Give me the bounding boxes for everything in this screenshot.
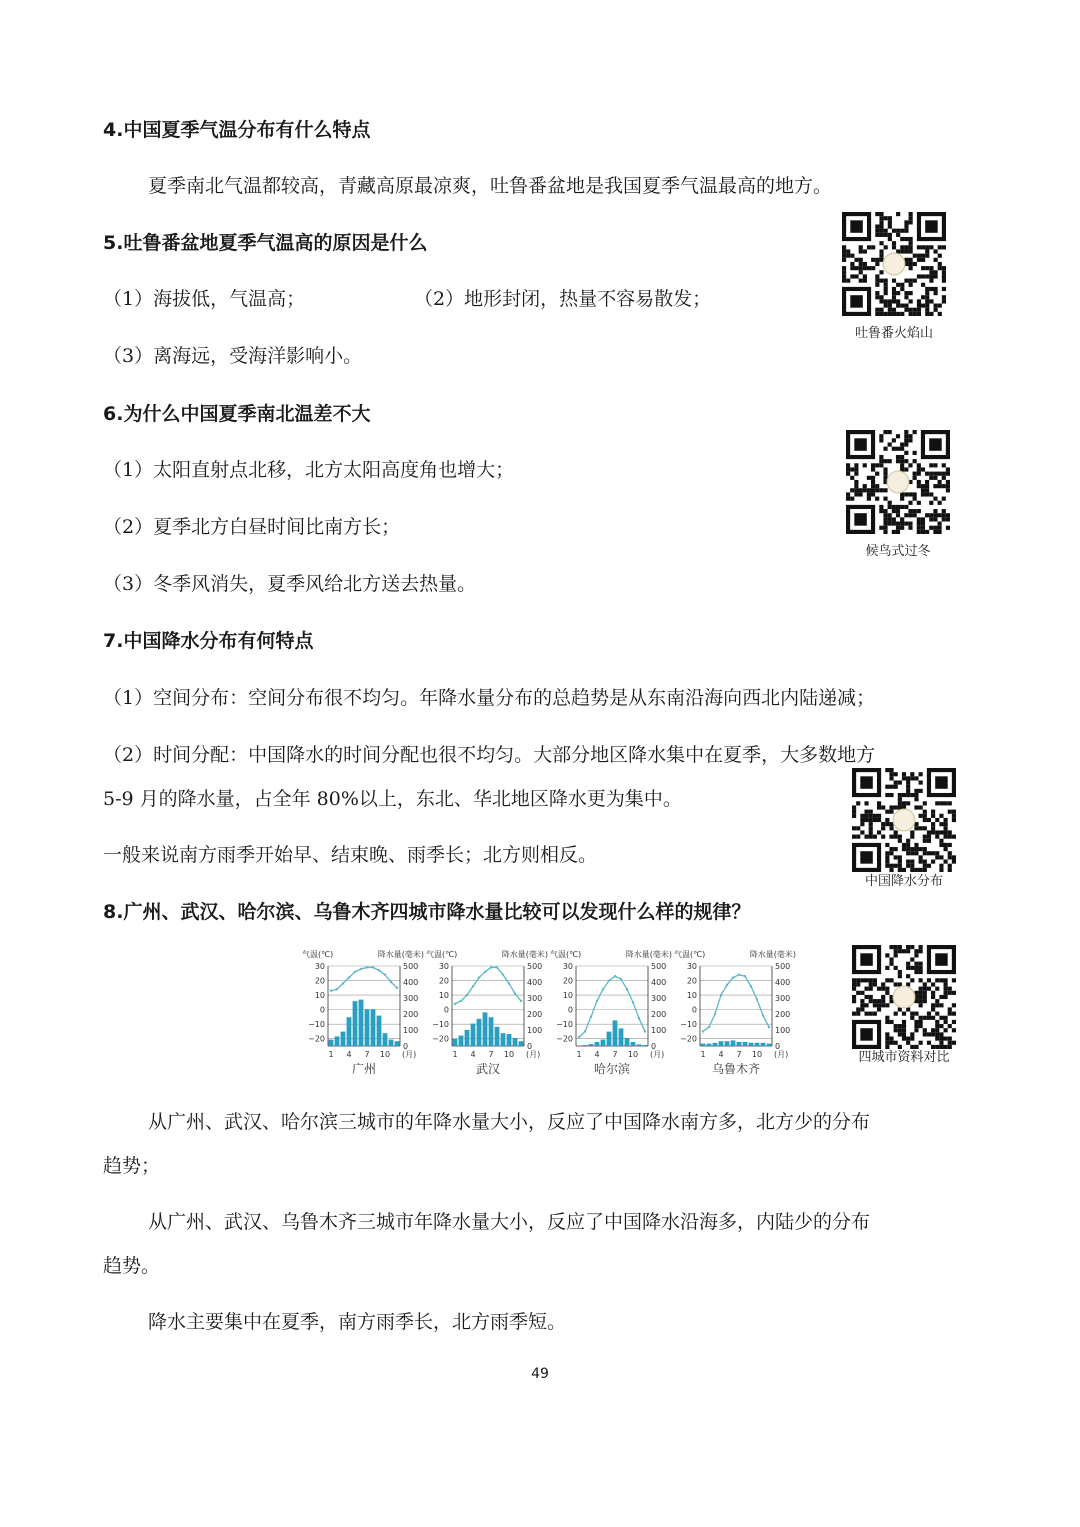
qr-caption: 候鸟式过冬: [865, 544, 931, 559]
precip-bar: [471, 1024, 476, 1046]
temp-tick-label: −20: [556, 1034, 573, 1044]
month-tick-label: 1: [576, 1050, 582, 1059]
temp-point: [502, 974, 504, 976]
paragraph: 夏季南北气温都较高，青藏高原最凉爽，吐鲁番盆地是我国夏季气温最高的地方。: [148, 175, 833, 197]
temp-point: [738, 974, 740, 976]
month-tick-label: 10: [627, 1050, 639, 1059]
precip-tick-label: 0: [527, 1042, 533, 1051]
temp-tick-label: −20: [680, 1034, 697, 1044]
temp-tick-label: 30: [686, 962, 697, 971]
precip-axis-label: 降水量(毫米): [377, 950, 424, 959]
heading-8: 8.广州、武汉、哈尔滨、乌鲁木齐四城市降水量比较可以发现什么样的规律？: [103, 901, 751, 923]
temp-line: [331, 967, 397, 990]
precip-tick-label: 100: [403, 1026, 419, 1035]
temp-point: [638, 1017, 640, 1019]
temp-tick-label: 0: [691, 1005, 697, 1015]
temp-tick-label: 30: [314, 962, 325, 971]
paragraph: 从广州、武汉、乌鲁木齐三城市年降水量大小，反应了中国降水沿海多，内陆少的分布: [148, 1211, 871, 1233]
temp-point: [484, 971, 486, 973]
precip-tick-label: 0: [651, 1042, 657, 1051]
temp-tick-label: 0: [443, 1005, 449, 1015]
precip-tick-label: 200: [403, 1010, 419, 1019]
month-unit-label: (月): [402, 1050, 417, 1059]
precip-tick-label: 100: [651, 1026, 667, 1035]
month-unit-label: (月): [774, 1050, 789, 1059]
temp-point: [348, 976, 350, 978]
month-tick-label: 4: [346, 1050, 352, 1059]
climate-charts: [300, 946, 796, 1081]
month-unit-label: (月): [526, 1050, 541, 1059]
precip-axis-label: 降水量(毫米): [625, 950, 672, 959]
temp-point: [584, 1030, 586, 1032]
chart-title: 武汉: [475, 1062, 501, 1076]
precip-tick-label: 0: [775, 1042, 781, 1051]
qr-code[interactable]: [852, 768, 956, 872]
temp-tick-label: 10: [314, 991, 325, 1001]
precip-bar: [601, 1040, 606, 1046]
precip-bar: [631, 1042, 636, 1046]
list-item: （2）地形封闭，热量不容易散发；: [414, 288, 712, 310]
qr-logo-icon: [893, 809, 915, 831]
temp-axis-label: 气温(℃): [302, 950, 334, 959]
temp-point: [578, 1036, 580, 1038]
temp-point: [384, 974, 386, 976]
precip-tick-label: 300: [775, 994, 791, 1003]
temp-point: [396, 987, 398, 989]
temp-point: [336, 988, 338, 990]
precip-bar: [507, 1034, 512, 1046]
temp-point: [614, 975, 616, 977]
precip-tick-label: 100: [775, 1026, 791, 1035]
temp-point: [478, 976, 480, 978]
qr-logo-icon: [893, 986, 915, 1008]
temp-tick-label: 10: [438, 991, 449, 1001]
temp-point: [626, 988, 628, 990]
temp-point: [726, 984, 728, 986]
precip-tick-label: 400: [651, 978, 667, 987]
qr-logo-icon: [887, 471, 909, 493]
temp-point: [390, 981, 392, 983]
paragraph: （1）空间分布：空间分布很不均匀。年降水量分布的总趋势是从东南沿海向西北内陆递减；: [103, 687, 876, 709]
precip-bar: [371, 1009, 376, 1046]
precip-bar: [595, 1042, 600, 1046]
month-tick-label: 10: [503, 1050, 515, 1059]
precip-bar: [767, 1044, 772, 1046]
month-tick-label: 7: [364, 1050, 370, 1059]
heading-4: 4.中国夏季气温分布有什么特点: [103, 119, 371, 141]
precip-tick-label: 200: [775, 1010, 791, 1019]
precip-bar: [755, 1043, 760, 1046]
temp-tick-label: −20: [308, 1034, 325, 1044]
temp-point: [330, 990, 332, 992]
precip-tick-label: 400: [775, 978, 791, 987]
precip-bar: [577, 1045, 582, 1046]
precip-bar: [365, 1009, 370, 1046]
temp-point: [342, 982, 344, 984]
list-item: （1）太阳直射点北移，北方太阳高度角也增大；: [103, 459, 515, 481]
precip-tick-label: 500: [651, 962, 667, 971]
precip-bar: [513, 1038, 518, 1046]
heading-7: 7.中国降水分布有何特点: [103, 630, 314, 652]
precip-bar: [607, 1032, 612, 1046]
precip-bar: [495, 1027, 500, 1046]
list-item: （3）冬季风消失，夏季风给北方送去热量。: [103, 573, 477, 595]
precip-bar: [731, 1040, 736, 1046]
temp-tick-label: 10: [562, 991, 573, 1001]
precip-bar: [637, 1044, 642, 1046]
temp-tick-label: 20: [686, 976, 697, 986]
temp-axis-label: 气温(℃): [550, 950, 582, 959]
heading-5: 5.吐鲁番盆地夏季气温高的原因是什么: [103, 232, 428, 254]
temp-point: [632, 1001, 634, 1003]
temp-line: [579, 976, 645, 1037]
precip-bar: [713, 1043, 718, 1046]
month-tick-label: 10: [751, 1050, 763, 1059]
list-item: （1）海拔低，气温高；: [103, 288, 306, 310]
qr-logo-icon: [883, 253, 905, 275]
precip-bar: [329, 1040, 334, 1046]
month-tick-label: 7: [612, 1050, 618, 1059]
month-tick-label: 1: [452, 1050, 458, 1059]
temp-line: [703, 975, 769, 1032]
page-number: 49: [531, 1366, 549, 1382]
temp-point: [508, 982, 510, 984]
paragraph: 一般来说南方雨季开始早、结束晚、雨季长；北方则相反。: [103, 844, 598, 866]
temp-tick-label: 10: [686, 991, 697, 1001]
heading-6: 6.为什么中国夏季南北温差不大: [103, 403, 371, 425]
precip-bar: [453, 1039, 458, 1046]
temp-point: [378, 969, 380, 971]
precip-bar: [589, 1044, 594, 1046]
month-tick-label: 4: [718, 1050, 724, 1059]
temp-point: [496, 966, 498, 968]
precip-tick-label: 200: [651, 1010, 667, 1019]
temp-point: [596, 1000, 598, 1002]
qr-caption: 中国降水分布: [864, 874, 943, 889]
precip-bar: [743, 1042, 748, 1046]
list-item: （3）离海远，受海洋影响小。: [103, 345, 363, 367]
precip-bar: [395, 1041, 400, 1046]
temp-tick-label: −10: [432, 1020, 449, 1030]
precip-tick-label: 300: [527, 994, 543, 1003]
temp-axis-label: 气温(℃): [674, 950, 706, 959]
precip-axis-label: 降水量(毫米): [749, 950, 796, 959]
precip-tick-label: 400: [527, 978, 543, 987]
precip-bar: [625, 1038, 630, 1046]
temp-line: [455, 967, 521, 1003]
precip-bar: [377, 1016, 382, 1046]
precip-bar: [619, 1028, 624, 1046]
month-tick-label: 1: [700, 1050, 706, 1059]
temp-point: [732, 976, 734, 978]
temp-point: [714, 1013, 716, 1015]
precip-tick-label: 200: [527, 1010, 543, 1019]
temp-tick-label: 30: [562, 962, 573, 971]
precip-bar: [643, 1045, 648, 1046]
precip-bar: [583, 1045, 588, 1046]
precip-tick-label: 400: [403, 978, 419, 987]
temp-point: [720, 994, 722, 996]
month-tick-label: 1: [328, 1050, 334, 1059]
temp-point: [590, 1016, 592, 1018]
temp-point: [768, 1026, 770, 1028]
month-tick-label: 4: [470, 1050, 476, 1059]
temp-point: [750, 985, 752, 987]
precip-tick-label: 300: [403, 994, 419, 1003]
temp-point: [466, 994, 468, 996]
paragraph: 从广州、武汉、哈尔滨三城市的年降水量大小，反应了中国降水南方多，北方少的分布: [148, 1111, 871, 1133]
temp-point: [702, 1030, 704, 1032]
temp-point: [708, 1026, 710, 1028]
precip-bar: [483, 1012, 488, 1046]
qr-code[interactable]: [852, 945, 956, 1049]
precip-bar: [353, 1001, 358, 1046]
temp-tick-label: −10: [680, 1020, 697, 1030]
temp-tick-label: −20: [432, 1034, 449, 1044]
month-tick-label: 7: [488, 1050, 494, 1059]
temp-tick-label: 30: [438, 962, 449, 971]
qr-caption: 吐鲁番火焰山: [854, 326, 933, 341]
precip-bar: [459, 1036, 464, 1046]
paragraph: （2）时间分配：中国降水的时间分配也很不均匀。大部分地区降水集中在夏季，大多数地方: [103, 744, 876, 766]
precip-tick-label: 500: [403, 962, 419, 971]
precip-axis-label: 降水量(毫米): [501, 950, 548, 959]
precip-tick-label: 500: [527, 962, 543, 971]
temp-point: [354, 971, 356, 973]
temp-point: [366, 966, 368, 968]
precip-bar: [341, 1032, 346, 1046]
paragraph: 趋势。: [103, 1255, 161, 1277]
temp-point: [620, 978, 622, 980]
chart-title: 哈尔滨: [593, 1062, 631, 1076]
precip-bar: [489, 1017, 494, 1046]
precip-bar: [347, 1017, 352, 1046]
precip-bar: [737, 1042, 742, 1046]
temp-point: [490, 966, 492, 968]
temp-point: [360, 968, 362, 970]
paragraph: 降水主要集中在夏季，南方雨季长，北方雨季短。: [148, 1311, 567, 1333]
temp-point: [472, 985, 474, 987]
precip-bar: [359, 1000, 364, 1046]
precip-bar: [613, 1020, 618, 1046]
month-unit-label: (月): [650, 1050, 665, 1059]
temp-tick-label: −10: [308, 1020, 325, 1030]
month-tick-label: 10: [379, 1050, 391, 1059]
precip-bar: [383, 1033, 388, 1046]
temp-tick-label: −10: [556, 1020, 573, 1030]
qr-code[interactable]: [846, 430, 950, 534]
temp-axis-label: 气温(℃): [426, 950, 458, 959]
temp-point: [602, 988, 604, 990]
precip-bar: [477, 1019, 482, 1046]
temp-point: [644, 1030, 646, 1032]
precip-tick-label: 500: [775, 962, 791, 971]
temp-point: [520, 1000, 522, 1002]
paragraph: 5-9 月的降水量，占全年 80%以上，东北、华北地区降水更为集中。: [103, 788, 682, 810]
precip-bar: [465, 1030, 470, 1046]
precip-bar: [719, 1041, 724, 1046]
precip-tick-label: 100: [527, 1026, 543, 1035]
chart-title: 广州: [351, 1062, 377, 1076]
precip-bar: [749, 1043, 754, 1046]
precip-bar: [501, 1033, 506, 1046]
chart-title: 乌鲁木齐: [711, 1062, 761, 1076]
temp-point: [372, 966, 374, 968]
month-tick-label: 4: [594, 1050, 600, 1059]
precip-bar: [725, 1041, 730, 1046]
list-item: （2）夏季北方白昼时间比南方长；: [103, 516, 401, 538]
precip-tick-label: 300: [651, 994, 667, 1003]
precip-bar: [519, 1041, 524, 1046]
precip-bar: [335, 1036, 340, 1046]
temp-point: [756, 998, 758, 1000]
temp-tick-label: 0: [567, 1005, 573, 1015]
month-tick-label: 7: [736, 1050, 742, 1059]
temp-point: [608, 979, 610, 981]
precip-bar: [761, 1043, 766, 1046]
temp-tick-label: 20: [438, 976, 449, 986]
temp-point: [514, 992, 516, 994]
temp-point: [460, 1000, 462, 1002]
temp-point: [744, 975, 746, 977]
qr-code[interactable]: [842, 212, 946, 316]
precip-bar: [701, 1044, 706, 1046]
temp-point: [454, 1003, 456, 1005]
temp-tick-label: 0: [319, 1005, 325, 1015]
precip-tick-label: 0: [403, 1042, 409, 1051]
temp-point: [762, 1014, 764, 1016]
temp-tick-label: 20: [314, 976, 325, 986]
precip-bar: [389, 1040, 394, 1046]
paragraph: 趋势；: [103, 1155, 161, 1177]
qr-caption: 四城市资料对比: [858, 1050, 950, 1065]
precip-bar: [707, 1044, 712, 1046]
temp-tick-label: 20: [562, 976, 573, 986]
